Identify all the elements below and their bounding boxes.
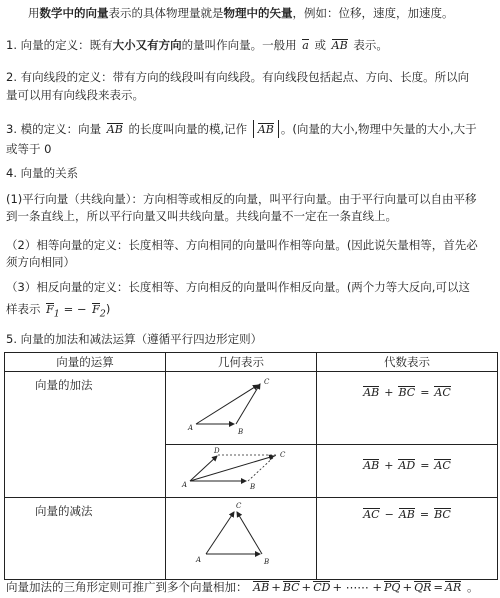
vector-a: a — [302, 39, 309, 52]
formula — [317, 459, 497, 472]
point-c: C — [264, 378, 270, 386]
point-a: A — [196, 556, 202, 564]
section-title: 向量的加法和减法运算（遵循平行四边形定则） — [20, 332, 263, 346]
item-text: 须方向相同） — [6, 255, 75, 269]
point-b: B — [238, 428, 244, 436]
section-title: 向量的关系 — [20, 166, 79, 180]
point-a: A — [188, 424, 194, 432]
vector-term: BC — [434, 508, 451, 521]
vector-term: QR — [414, 581, 432, 594]
item-text: 的量叫作向量。一般用 — [181, 38, 297, 52]
operator: + — [384, 459, 394, 473]
vector-ab: AB — [331, 39, 348, 52]
point-a: A — [182, 481, 188, 490]
point-c: C — [236, 502, 242, 510]
header-operation: 向量的运算 — [5, 353, 166, 372]
definition-modulus-cont — [6, 140, 494, 158]
norm-ab: AB — [257, 123, 274, 136]
intro-line — [28, 4, 494, 22]
intro-text: 表示的具体物理量就是 — [108, 6, 224, 20]
item-text: （2）相等向量的定义：长度相等、方向相同的向量叫作相等向量。(因此说矢量相等，首先必 — [6, 238, 478, 252]
table-row — [5, 372, 498, 445]
item-number: 4. — [6, 166, 17, 180]
operator: + — [402, 580, 413, 594]
footer-line — [6, 578, 494, 596]
parallel-vectors — [6, 190, 494, 208]
operation-name: 向量的减法 — [35, 504, 93, 518]
item-text: 样表示 — [6, 302, 41, 316]
point-d: D — [214, 447, 220, 456]
item-number: 1. — [6, 38, 17, 52]
operation-name: 向量的加法 — [35, 378, 93, 392]
definition-modulus — [6, 120, 494, 138]
operator: + — [384, 386, 394, 399]
force-f1: F — [46, 303, 54, 316]
item-text: ) — [105, 302, 111, 316]
intro-text: 用 — [28, 6, 40, 20]
definition-vector — [6, 36, 494, 54]
operator: + — [271, 580, 281, 594]
operator: = — [420, 386, 430, 399]
item-text: 到一条直线上，所以平行向量又叫共线向量。共线向量不一定在一条直线上。 — [6, 209, 397, 223]
subscript: 2 — [99, 308, 106, 320]
vector-ab: AB — [106, 123, 123, 136]
vector-term: AB — [363, 459, 380, 473]
item-number: 5. — [6, 332, 17, 346]
point-b: B — [264, 558, 270, 566]
footer-formula — [251, 580, 463, 594]
item-text: 有向线段的定义：带有方向的线段叫有向线段。有向线段包括起点、方向、长度。所以向 — [20, 70, 470, 84]
subtraction-diagram-cell — [166, 498, 317, 580]
intro-bold-physics-vector: 物理中的矢量 — [223, 6, 293, 20]
vector-term: AD — [398, 459, 416, 473]
item-text: 。(向量的大小,物理中矢量的大小,大于 — [280, 122, 477, 136]
definition-directed-segment-cont — [6, 86, 494, 104]
item-text: （3）相反向量的定义：长度相等、方向相反的向量叫作相反向量。(两个力等大反向,可以这 — [6, 280, 470, 294]
item-bold: 大小又有方向 — [112, 38, 182, 52]
addition-formula-2 — [317, 445, 498, 498]
vector-term: AC — [434, 459, 451, 473]
parallel-vectors-cont — [6, 207, 494, 225]
equal-vectors-cont — [6, 253, 494, 271]
vector-term: AB — [398, 508, 415, 521]
subtraction-formula — [317, 498, 498, 580]
triangle-subtraction-diagram — [176, 498, 306, 572]
item-text: 或等于 0 — [6, 142, 52, 156]
force-f2: F — [92, 303, 100, 316]
point-b: B — [250, 483, 256, 492]
operator: + — [301, 580, 312, 594]
vector-term: AC — [434, 386, 451, 399]
footer-text: 向量加法的三角形定则可推广到多个向量相加： — [6, 580, 248, 594]
addition-formula-1 — [317, 372, 498, 445]
addition-label — [5, 372, 166, 498]
point-c: C — [280, 451, 286, 460]
relations-title — [6, 164, 494, 182]
item-text: 量可以用有向线段来表示。 — [6, 88, 144, 102]
item-text: 或 — [314, 38, 327, 52]
vector-term: CD — [313, 581, 331, 594]
formula — [317, 386, 497, 399]
item-text: 向量的定义：既有 — [20, 38, 113, 52]
vector-term: PQ — [384, 581, 401, 594]
header-algebra: 代数表示 — [317, 353, 498, 372]
parallelogram-addition-diagram — [176, 445, 306, 493]
vector-term: AR — [445, 581, 462, 594]
subtraction-label — [5, 498, 166, 580]
header-geometry: 几何表示 — [166, 353, 317, 372]
triangle-addition-diagram — [176, 372, 306, 440]
opposite-vectors-cont — [6, 300, 494, 323]
table-row — [5, 498, 498, 580]
item-number: 2. — [6, 70, 17, 84]
intro-bold-math-vector: 数学中的向量 — [39, 6, 109, 20]
operations-title — [6, 330, 494, 348]
triangle-diagram-cell — [166, 372, 317, 445]
formula — [317, 508, 497, 521]
operator: = — [420, 459, 430, 473]
parallelogram-diagram-cell — [166, 445, 317, 498]
definition-directed-segment — [6, 68, 494, 86]
operations-table — [4, 352, 498, 580]
vector-term: AC — [363, 508, 380, 521]
item-text: 的长度叫向量的模,记作 — [128, 122, 248, 136]
footer-text: 。 — [466, 580, 479, 594]
operator: = — [419, 508, 430, 521]
item-text: 模的定义：向量 — [20, 122, 102, 136]
vector-term: AB — [363, 386, 380, 399]
operator: + ⋯⋯ + — [332, 580, 383, 594]
item-text: (1)平行向量（共线向量）：方向相等或相反的向量，叫平行向量。由于平行向量可以自由平移 — [6, 192, 477, 206]
equals-minus: = − — [63, 302, 87, 316]
vector-term: BC — [398, 386, 416, 399]
item-text: 表示。 — [353, 38, 388, 52]
table-header-row — [5, 353, 498, 372]
vector-term: BC — [282, 581, 300, 594]
operator: = — [433, 580, 444, 594]
equal-vectors — [6, 236, 494, 254]
force-equation — [44, 302, 106, 320]
operator: − — [384, 508, 394, 521]
vector-term: AB — [253, 581, 270, 594]
subscript: 1 — [53, 308, 60, 320]
item-number: 3. — [6, 122, 17, 136]
opposite-vectors — [6, 278, 494, 296]
intro-text: ，例如：位移，速度，加速度。 — [292, 6, 454, 20]
